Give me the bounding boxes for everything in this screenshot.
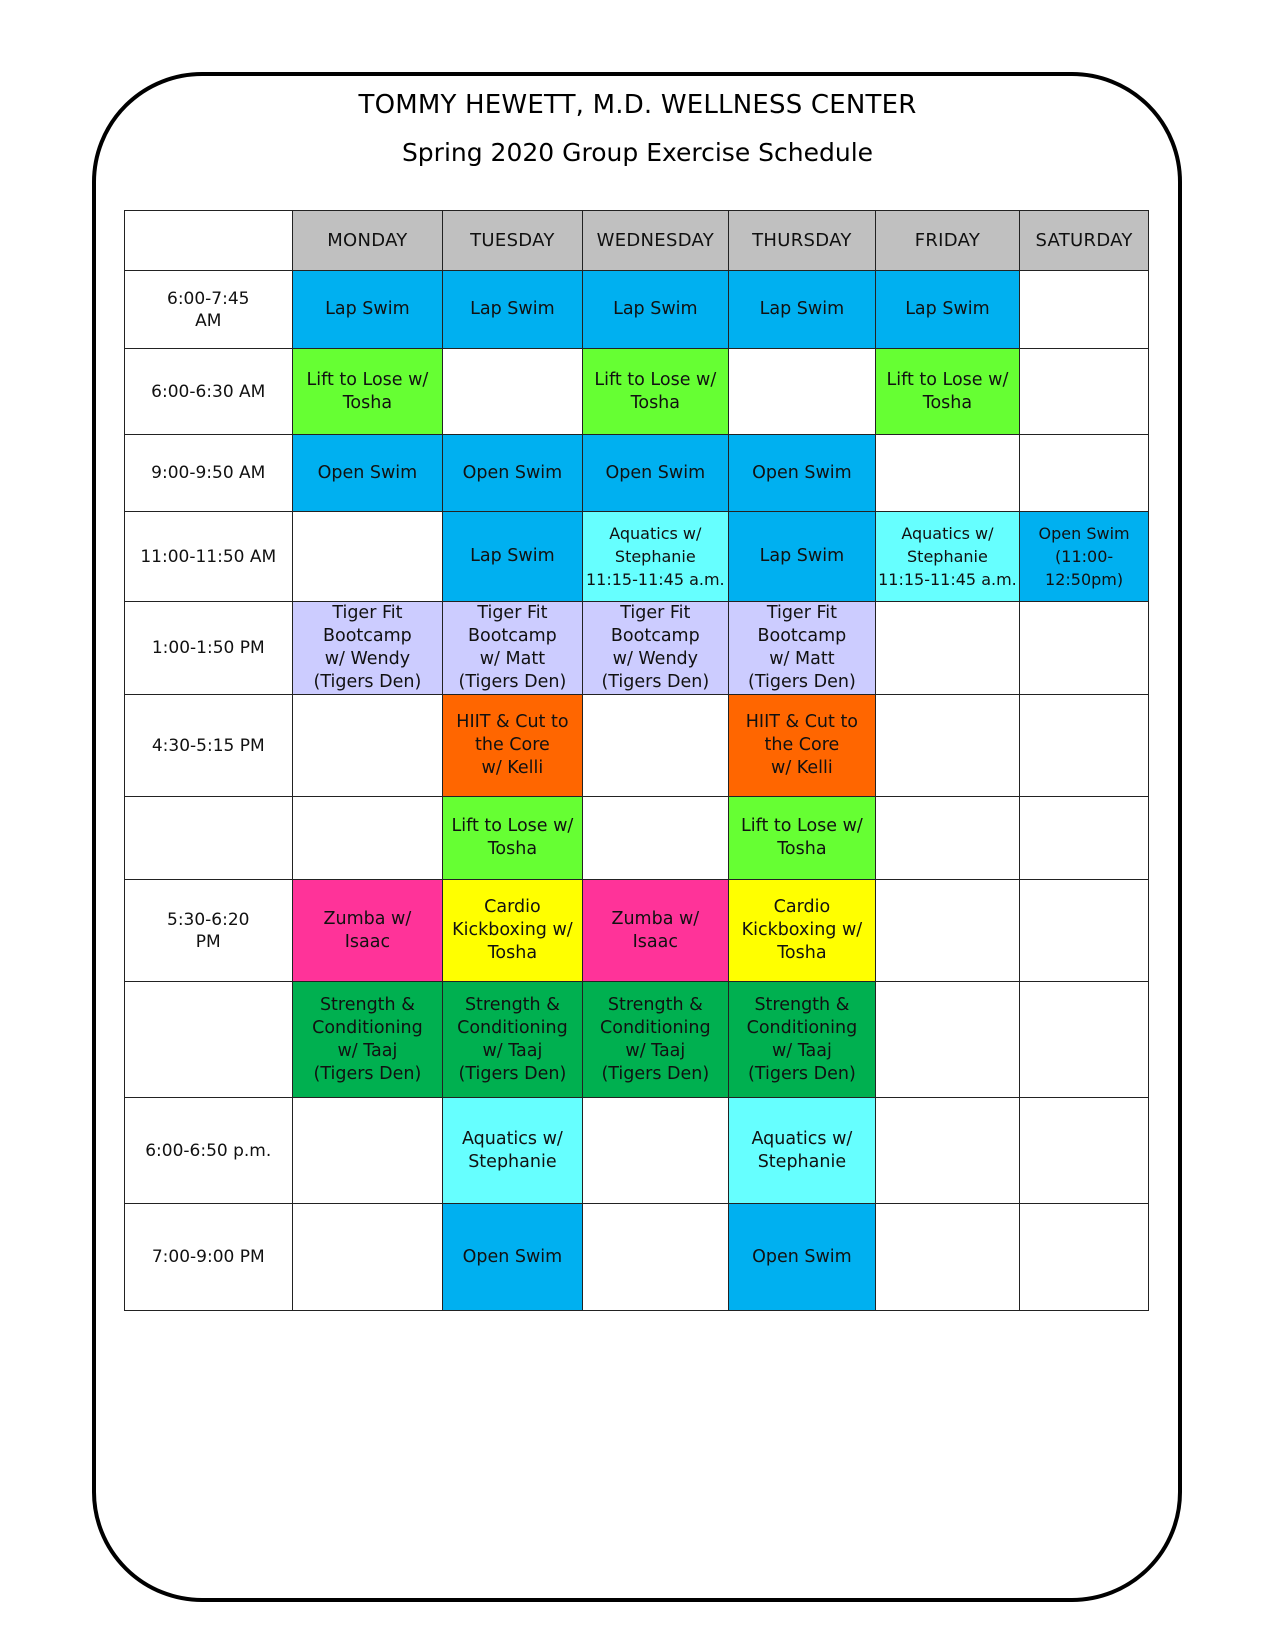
class-cell [1020,695,1149,797]
class-cell: Tiger Fit Bootcamp w/ Wendy (Tigers Den) [582,602,729,695]
class-cell [1020,982,1149,1098]
class-cell: Open Swim [582,435,729,512]
time-slot: 4:30-5:15 PM [125,695,293,797]
class-cell: Strength & Conditioning w/ Taaj (Tigers Den) [582,982,729,1098]
time-slot: 6:00-7:45 AM [125,271,293,349]
class-cell: Lap Swim [729,512,876,602]
class-cell [1020,1098,1149,1204]
schedule-row [125,1098,1149,1204]
class-cell [1020,1204,1149,1311]
class-cell: Strength & Conditioning w/ Taaj (Tigers Den) [443,982,582,1098]
class-cell [875,880,1019,982]
class-cell: Open Swim [729,435,876,512]
class-cell: Lap Swim [292,271,443,349]
schedule-row [125,982,1149,1098]
class-cell [1020,271,1149,349]
page-subtitle: Spring 2020 Group Exercise Schedule [401,138,874,167]
day-header-friday: FRIDAY [875,211,1019,271]
class-cell: Open Swim [729,1204,876,1311]
class-cell [292,695,443,797]
class-cell [1020,880,1149,982]
class-cell: HIIT & Cut to the Core w/ Kelli [729,695,876,797]
class-cell: Cardio Kickboxing w/ Tosha [729,880,876,982]
schedule-row [125,435,1149,512]
schedule-row [125,512,1149,602]
time-slot: 7:00-9:00 PM [125,1204,293,1311]
schedule-row [125,349,1149,435]
class-cell: Zumba w/ Isaac [582,880,729,982]
time-slot: 6:00-6:50 p.m. [125,1098,293,1204]
class-cell: Open Swim [443,435,582,512]
class-cell: Open Swim (11:00-12:50pm) [1020,512,1149,602]
class-cell: Aquatics w/ Stephanie 11:15-11:45 a.m. [875,512,1019,602]
class-cell: Lift to Lose w/ Tosha [875,349,1019,435]
class-cell: Cardio Kickboxing w/ Tosha [443,880,582,982]
class-cell: Lap Swim [443,512,582,602]
class-cell: Lift to Lose w/ Tosha [582,349,729,435]
class-cell [1020,435,1149,512]
class-cell: Aquatics w/ Stephanie [729,1098,876,1204]
class-cell [875,1098,1019,1204]
class-cell [443,349,582,435]
schedule-row [125,880,1149,982]
class-cell [1020,349,1149,435]
class-cell: Strength & Conditioning w/ Taaj (Tigers Den) [292,982,443,1098]
class-cell: Lift to Lose w/ Tosha [443,797,582,880]
class-cell [875,797,1019,880]
day-header-wednesday: WEDNESDAY [582,211,729,271]
class-cell: Lift to Lose w/ Tosha [292,349,443,435]
day-header-saturday: SATURDAY [1020,211,1149,271]
class-cell [582,695,729,797]
time-slot: 5:30-6:20 PM [125,880,293,982]
class-cell [875,602,1019,695]
class-cell: Lap Swim [729,271,876,349]
class-cell [582,797,729,880]
class-cell: Lift to Lose w/ Tosha [729,797,876,880]
class-cell: Open Swim [443,1204,582,1311]
class-cell [875,982,1019,1098]
time-slot: 9:00-9:50 AM [125,435,293,512]
class-cell: Aquatics w/ Stephanie 11:15-11:45 a.m. [582,512,729,602]
time-slot: 6:00-6:30 AM [125,349,293,435]
time-slot [125,797,293,880]
class-cell: Zumba w/ Isaac [292,880,443,982]
class-cell: Tiger Fit Bootcamp w/ Matt (Tigers Den) [729,602,876,695]
day-header-thursday: THURSDAY [729,211,876,271]
class-cell [1020,602,1149,695]
corner-cell [125,211,293,271]
page-title: TOMMY HEWETT, M.D. WELLNESS CENTER [358,90,917,120]
schedule-row [125,695,1149,797]
class-cell [729,349,876,435]
schedule-row [125,602,1149,695]
class-cell: Open Swim [292,435,443,512]
class-cell: Tiger Fit Bootcamp w/ Matt (Tigers Den) [443,602,582,695]
schedule-table [124,210,1149,1311]
schedule-row [125,271,1149,349]
class-cell [292,1098,443,1204]
day-header-tuesday: TUESDAY [443,211,582,271]
class-cell [292,797,443,880]
class-cell [292,1204,443,1311]
class-cell: Lap Swim [875,271,1019,349]
day-header-monday: MONDAY [292,211,443,271]
schedule-row [125,797,1149,880]
class-cell: Strength & Conditioning w/ Taaj (Tigers Den) [729,982,876,1098]
class-cell: Lap Swim [582,271,729,349]
class-cell [582,1204,729,1311]
time-slot: 1:00-1:50 PM [125,602,293,695]
day-header-row [125,211,1149,271]
class-cell: Lap Swim [443,271,582,349]
time-slot: 11:00-11:50 AM [125,512,293,602]
class-cell [292,512,443,602]
class-cell [875,1204,1019,1311]
class-cell [582,1098,729,1204]
class-cell: Tiger Fit Bootcamp w/ Wendy (Tigers Den) [292,602,443,695]
class-cell [875,435,1019,512]
class-cell: HIIT & Cut to the Core w/ Kelli [443,695,582,797]
class-cell: Aquatics w/ Stephanie [443,1098,582,1204]
time-slot [125,982,293,1098]
schedule-row [125,1204,1149,1311]
class-cell [1020,797,1149,880]
class-cell [875,695,1019,797]
